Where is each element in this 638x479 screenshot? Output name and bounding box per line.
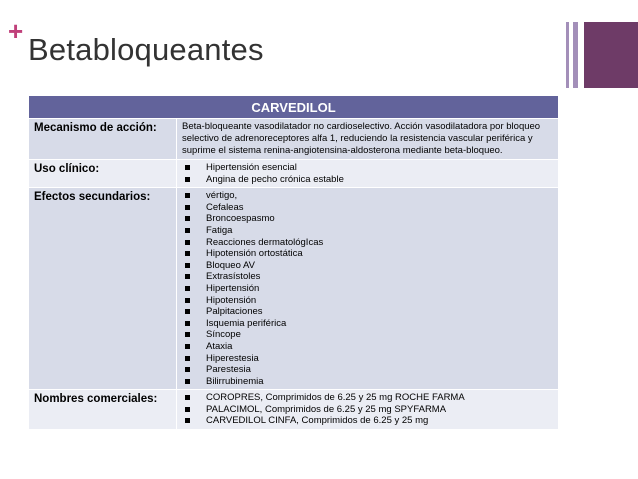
row-value-clinical-use — [177, 160, 559, 188]
list-item: Fatiga — [182, 225, 553, 237]
list-item: Parestesia — [182, 364, 553, 376]
table-row — [29, 160, 559, 188]
decor-bar-medium — [573, 22, 578, 88]
list-item: Palpitaciones — [182, 306, 553, 318]
list-item: Bloqueo AV — [182, 260, 553, 272]
list-item: vértigo, — [182, 190, 553, 202]
list-item: Síncope — [182, 329, 553, 341]
list-item: Hiperestesia — [182, 353, 553, 365]
row-value-side-effects — [177, 188, 559, 390]
list-item: Extrasístoles — [182, 271, 553, 283]
row-value-brand-names — [177, 390, 559, 430]
list-item: PALACIMOL, Comprimidos de 6.25 y 25 mg SPYFARMA — [182, 404, 553, 416]
list-item: Bilirrubinemia — [182, 376, 553, 388]
list-item: Angina de pecho crónica estable — [182, 174, 553, 186]
table-row — [29, 390, 559, 430]
table-row — [29, 188, 559, 390]
list-item: CARVEDILOL CINFA, Comprimidos de 6.25 y 25 mg — [182, 415, 553, 427]
row-label-brand-names: Nombres comerciales: — [29, 390, 177, 430]
row-label-clinical-use: Uso clínico: — [29, 160, 177, 188]
table-header-row — [29, 96, 559, 119]
list-item: Isquemia periférica — [182, 318, 553, 330]
clinical-use-list — [182, 162, 553, 185]
row-label-side-effects: Efectos secundarios: — [29, 188, 177, 390]
list-item: Broncoespasmo — [182, 213, 553, 225]
drug-table — [28, 95, 559, 430]
list-item: Reacciones dermatológIcas — [182, 237, 553, 249]
list-item: Hipertensión — [182, 283, 553, 295]
table-header: CARVEDILOL — [29, 96, 559, 119]
list-item: Hipotensión ortostática — [182, 248, 553, 260]
row-label-mechanism: Mecanismo de acción: — [29, 119, 177, 160]
side-effects-list — [182, 190, 553, 387]
list-item: COROPRES, Comprimidos de 6.25 y 25 mg ROCHE FARMA — [182, 392, 553, 404]
brand-names-list — [182, 392, 553, 427]
plus-icon: + — [8, 16, 24, 46]
list-item: Hipertensión esencial — [182, 162, 553, 174]
decor-bar-wide — [584, 22, 638, 88]
decor-bar-thin — [566, 22, 569, 88]
table-row — [29, 119, 559, 160]
slide-title: Betabloqueantes — [28, 32, 264, 67]
list-item: Hipotensión — [182, 295, 553, 307]
row-value-mechanism: Beta-bloqueante vasodilatador no cardioselectivo. Acción vasodilatadora por bloqueo selectivo de adrenoreceptores alfa 1, reduciendo la resistencia vascular periférica y suprime el sistema renina-angiotensina-aldosterona mediante beta-bloqueo. — [177, 119, 559, 160]
list-item: Ataxia — [182, 341, 553, 353]
list-item: Cefaleas — [182, 202, 553, 214]
